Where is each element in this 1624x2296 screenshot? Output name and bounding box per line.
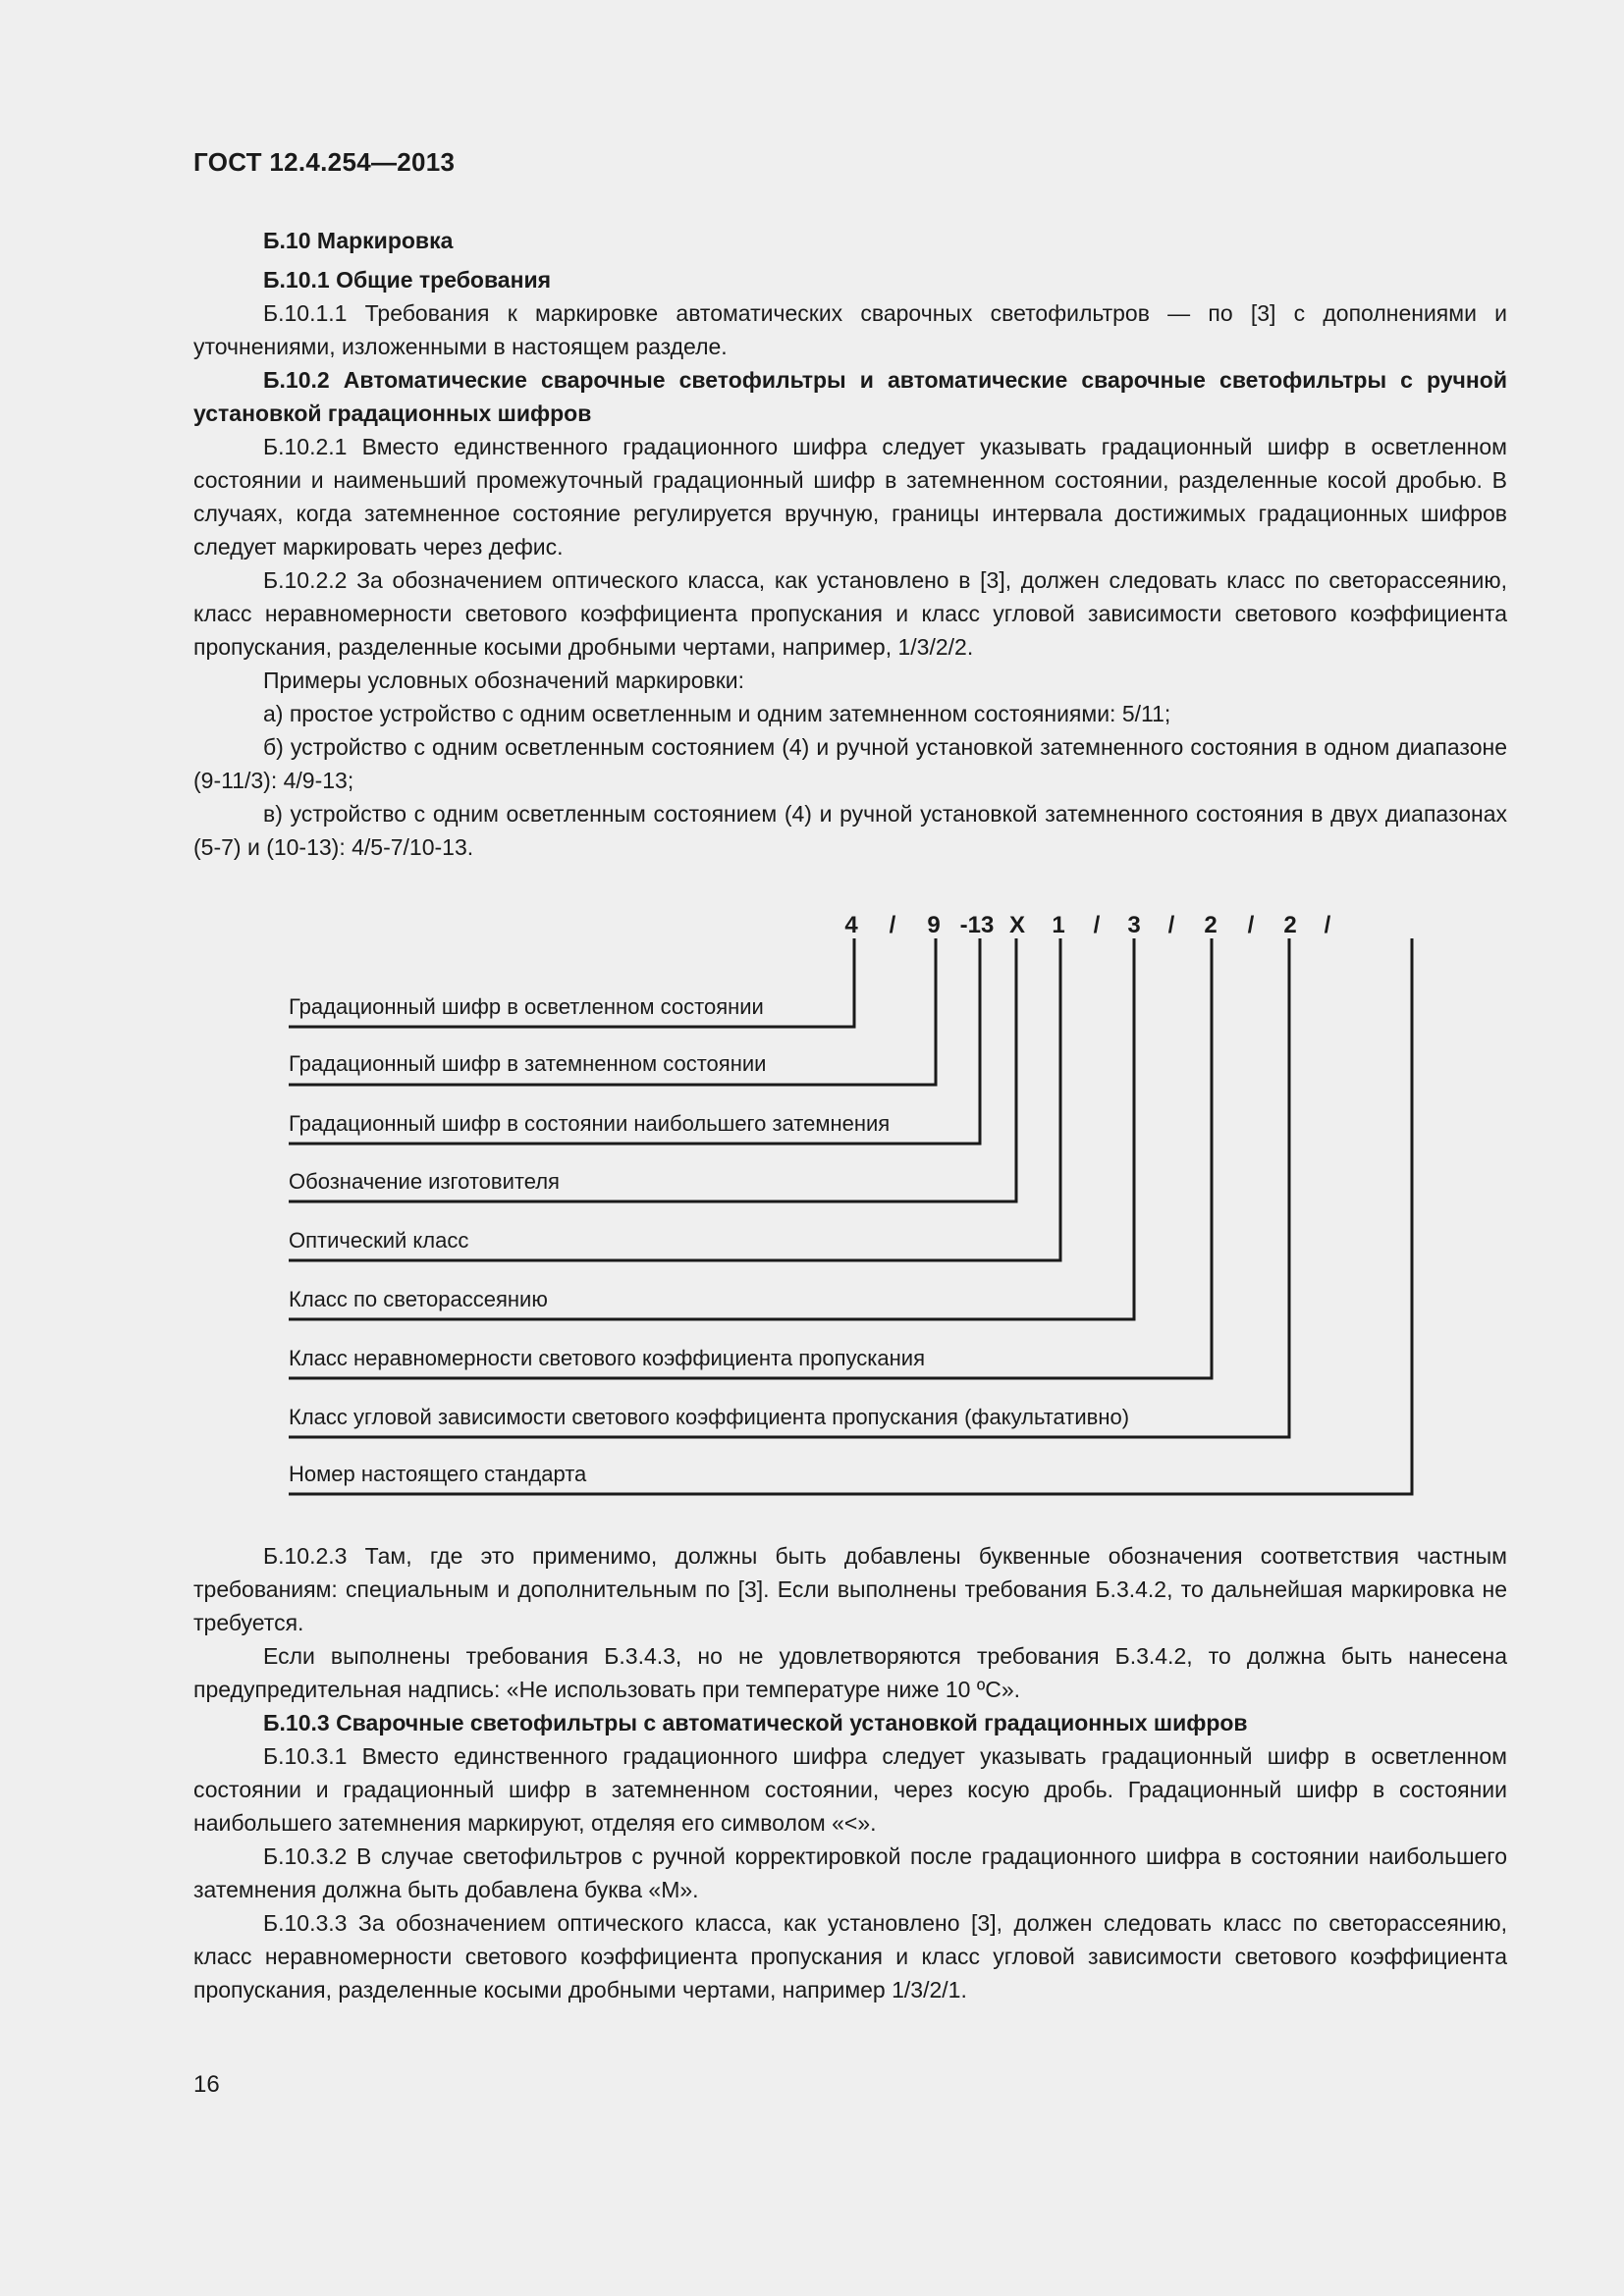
leader-line-5 bbox=[289, 938, 1060, 1260]
leader-line-2 bbox=[289, 938, 936, 1085]
code-char: 2 bbox=[1204, 912, 1218, 938]
diagram-label: Градационный шифр в осветленном состоянии bbox=[289, 994, 764, 1019]
code-char: 1 bbox=[1052, 912, 1065, 938]
page-header: ГОСТ 12.4.254—2013 bbox=[193, 147, 456, 177]
paragraph-b10-2-3-note: Если выполнены требования Б.3.4.3, но не удовлетворяются требования Б.3.4.2, то должна быть нанесена предупредительная надпись: «Не использовать при температуре ниже 10 ºС». bbox=[193, 1643, 1507, 1702]
code-char: 2 bbox=[1283, 912, 1297, 938]
leader-line-8 bbox=[289, 938, 1289, 1437]
diagram-label: Оптический класс bbox=[289, 1228, 469, 1253]
example-a: а) простое устройство с одним осветленным и одним затемненном состояниями: 5/11; bbox=[263, 701, 1171, 726]
leader-line-1 bbox=[289, 938, 854, 1027]
heading-b10-1: Б.10.1 Общие требования bbox=[263, 267, 552, 293]
diagram-label: Градационный шифр в затемненном состоянии bbox=[289, 1051, 767, 1076]
code-char: / bbox=[889, 912, 896, 938]
code-char: / bbox=[1324, 912, 1331, 938]
paragraph-b10-2-3: Б.10.2.3 Там, где это применимо, должны быть добавлены буквенные обозначения соответствия частным требованиям: специальным и дополнительным по [3]. Если выполнены требования Б.3.4.2, то дальнейшая маркировка не требуется. bbox=[193, 1543, 1507, 1635]
heading-b10: Б.10 Маркировка bbox=[263, 228, 454, 253]
code-char: -13 bbox=[959, 912, 995, 938]
paragraph-b10-1-1: Б.10.1.1 Требования к маркировке автоматических сварочных светофильтров — по [3] с дополнениями и уточнениями, изложенными в настоящем разделе. bbox=[193, 300, 1507, 359]
leader-line-9 bbox=[289, 938, 1412, 1494]
code-char: / bbox=[1167, 912, 1175, 938]
leader-line-7 bbox=[289, 938, 1212, 1378]
example-c: в) устройство с одним осветленным состоянием (4) и ручной установкой затемненного состояния в двух диапазонах (5-7) и (10-13): 4/5-7/10-13. bbox=[193, 801, 1507, 860]
section-b10-text bbox=[193, 224, 1507, 864]
code-char: 9 bbox=[927, 912, 941, 938]
paragraph-b10-3-2: Б.10.3.2 В случае светофильтров с ручной корректировкой после градационного шифра в состоянии наибольшего затемнения должна быть добавлена буква «М». bbox=[193, 1843, 1507, 1902]
code-char: / bbox=[1247, 912, 1255, 938]
diagram-label: Класс по светорассеянию bbox=[289, 1287, 548, 1311]
heading-b10-2: Б.10.2 Автоматические сварочные светофильтры и автоматические сварочные светофильтры с ручной установкой градационных шифров bbox=[193, 367, 1507, 426]
leader-line-3 bbox=[289, 938, 980, 1144]
leader-line-4 bbox=[289, 938, 1016, 1201]
example-b: б) устройство с одним осветленным состоянием (4) и ручной установкой затемненного состояния в одном диапазоне (9-11/3): 4/9-13; bbox=[193, 734, 1507, 793]
paragraph-b10-2-2: Б.10.2.2 За обозначением оптического класса, как установлено в [3], должен следовать класс по светорассеянию, класс неравномерности светового коэффициента пропускания и класс угловой зависимости светового коэффициента пропускания, разделенные косыми дробными чертами, например, 1/3/2/2. bbox=[193, 567, 1507, 660]
paragraph-b10-3-1: Б.10.3.1 Вместо единственного градационного шифра следует указывать градационный шифр в осветленном состоянии и градационный шифр в затемненном состоянии, через косую дробь. Градационный шифр в состоянии наибольшего затемнения маркируют, отделяя его символом «<». bbox=[193, 1743, 1507, 1836]
diagram-label: Номер настоящего стандарта bbox=[289, 1462, 587, 1486]
heading-b10-3: Б.10.3 Сварочные светофильтры с автоматической установкой градационных шифров bbox=[263, 1710, 1248, 1735]
diagram-label: Обозначение изготовителя bbox=[289, 1169, 560, 1194]
section-b10-cont-text bbox=[193, 1539, 1507, 2006]
code-char: 3 bbox=[1127, 912, 1141, 938]
leader-line-6 bbox=[289, 938, 1134, 1319]
diagram-label: Класс угловой зависимости светового коэффициента пропускания (факультативно) bbox=[289, 1405, 1130, 1429]
code-char: X bbox=[1008, 912, 1026, 938]
code-char: / bbox=[1093, 912, 1101, 938]
code-char: 4 bbox=[844, 912, 858, 938]
page-number: 16 bbox=[193, 2071, 220, 2098]
examples-intro: Примеры условных обозначений маркировки: bbox=[263, 667, 745, 693]
paragraph-b10-2-1: Б.10.2.1 Вместо единственного градационного шифра следует указывать градационный шифр в осветленном состоянии и наименьший промежуточный градационный шифр в затемненном состоянии, разделенные косой дробью. В случаях, когда затемненное состояние регулируется вручную, границы интервала достижимых градационных шифров следует маркировать через дефис. bbox=[193, 434, 1507, 560]
diagram-label: Класс неравномерности светового коэффициента пропускания bbox=[289, 1346, 925, 1370]
diagram-label: Градационный шифр в состоянии наибольшего затемнения bbox=[289, 1111, 891, 1136]
paragraph-b10-3-3: Б.10.3.3 За обозначением оптического класса, как установлено [3], должен следовать класс по светорассеянию, класс неравномерности светового коэффициента пропускания и класс угловой зависимости светового коэффициента пропускания, разделенные косыми дробными чертами, например 1/3/2/1. bbox=[193, 1910, 1507, 2002]
